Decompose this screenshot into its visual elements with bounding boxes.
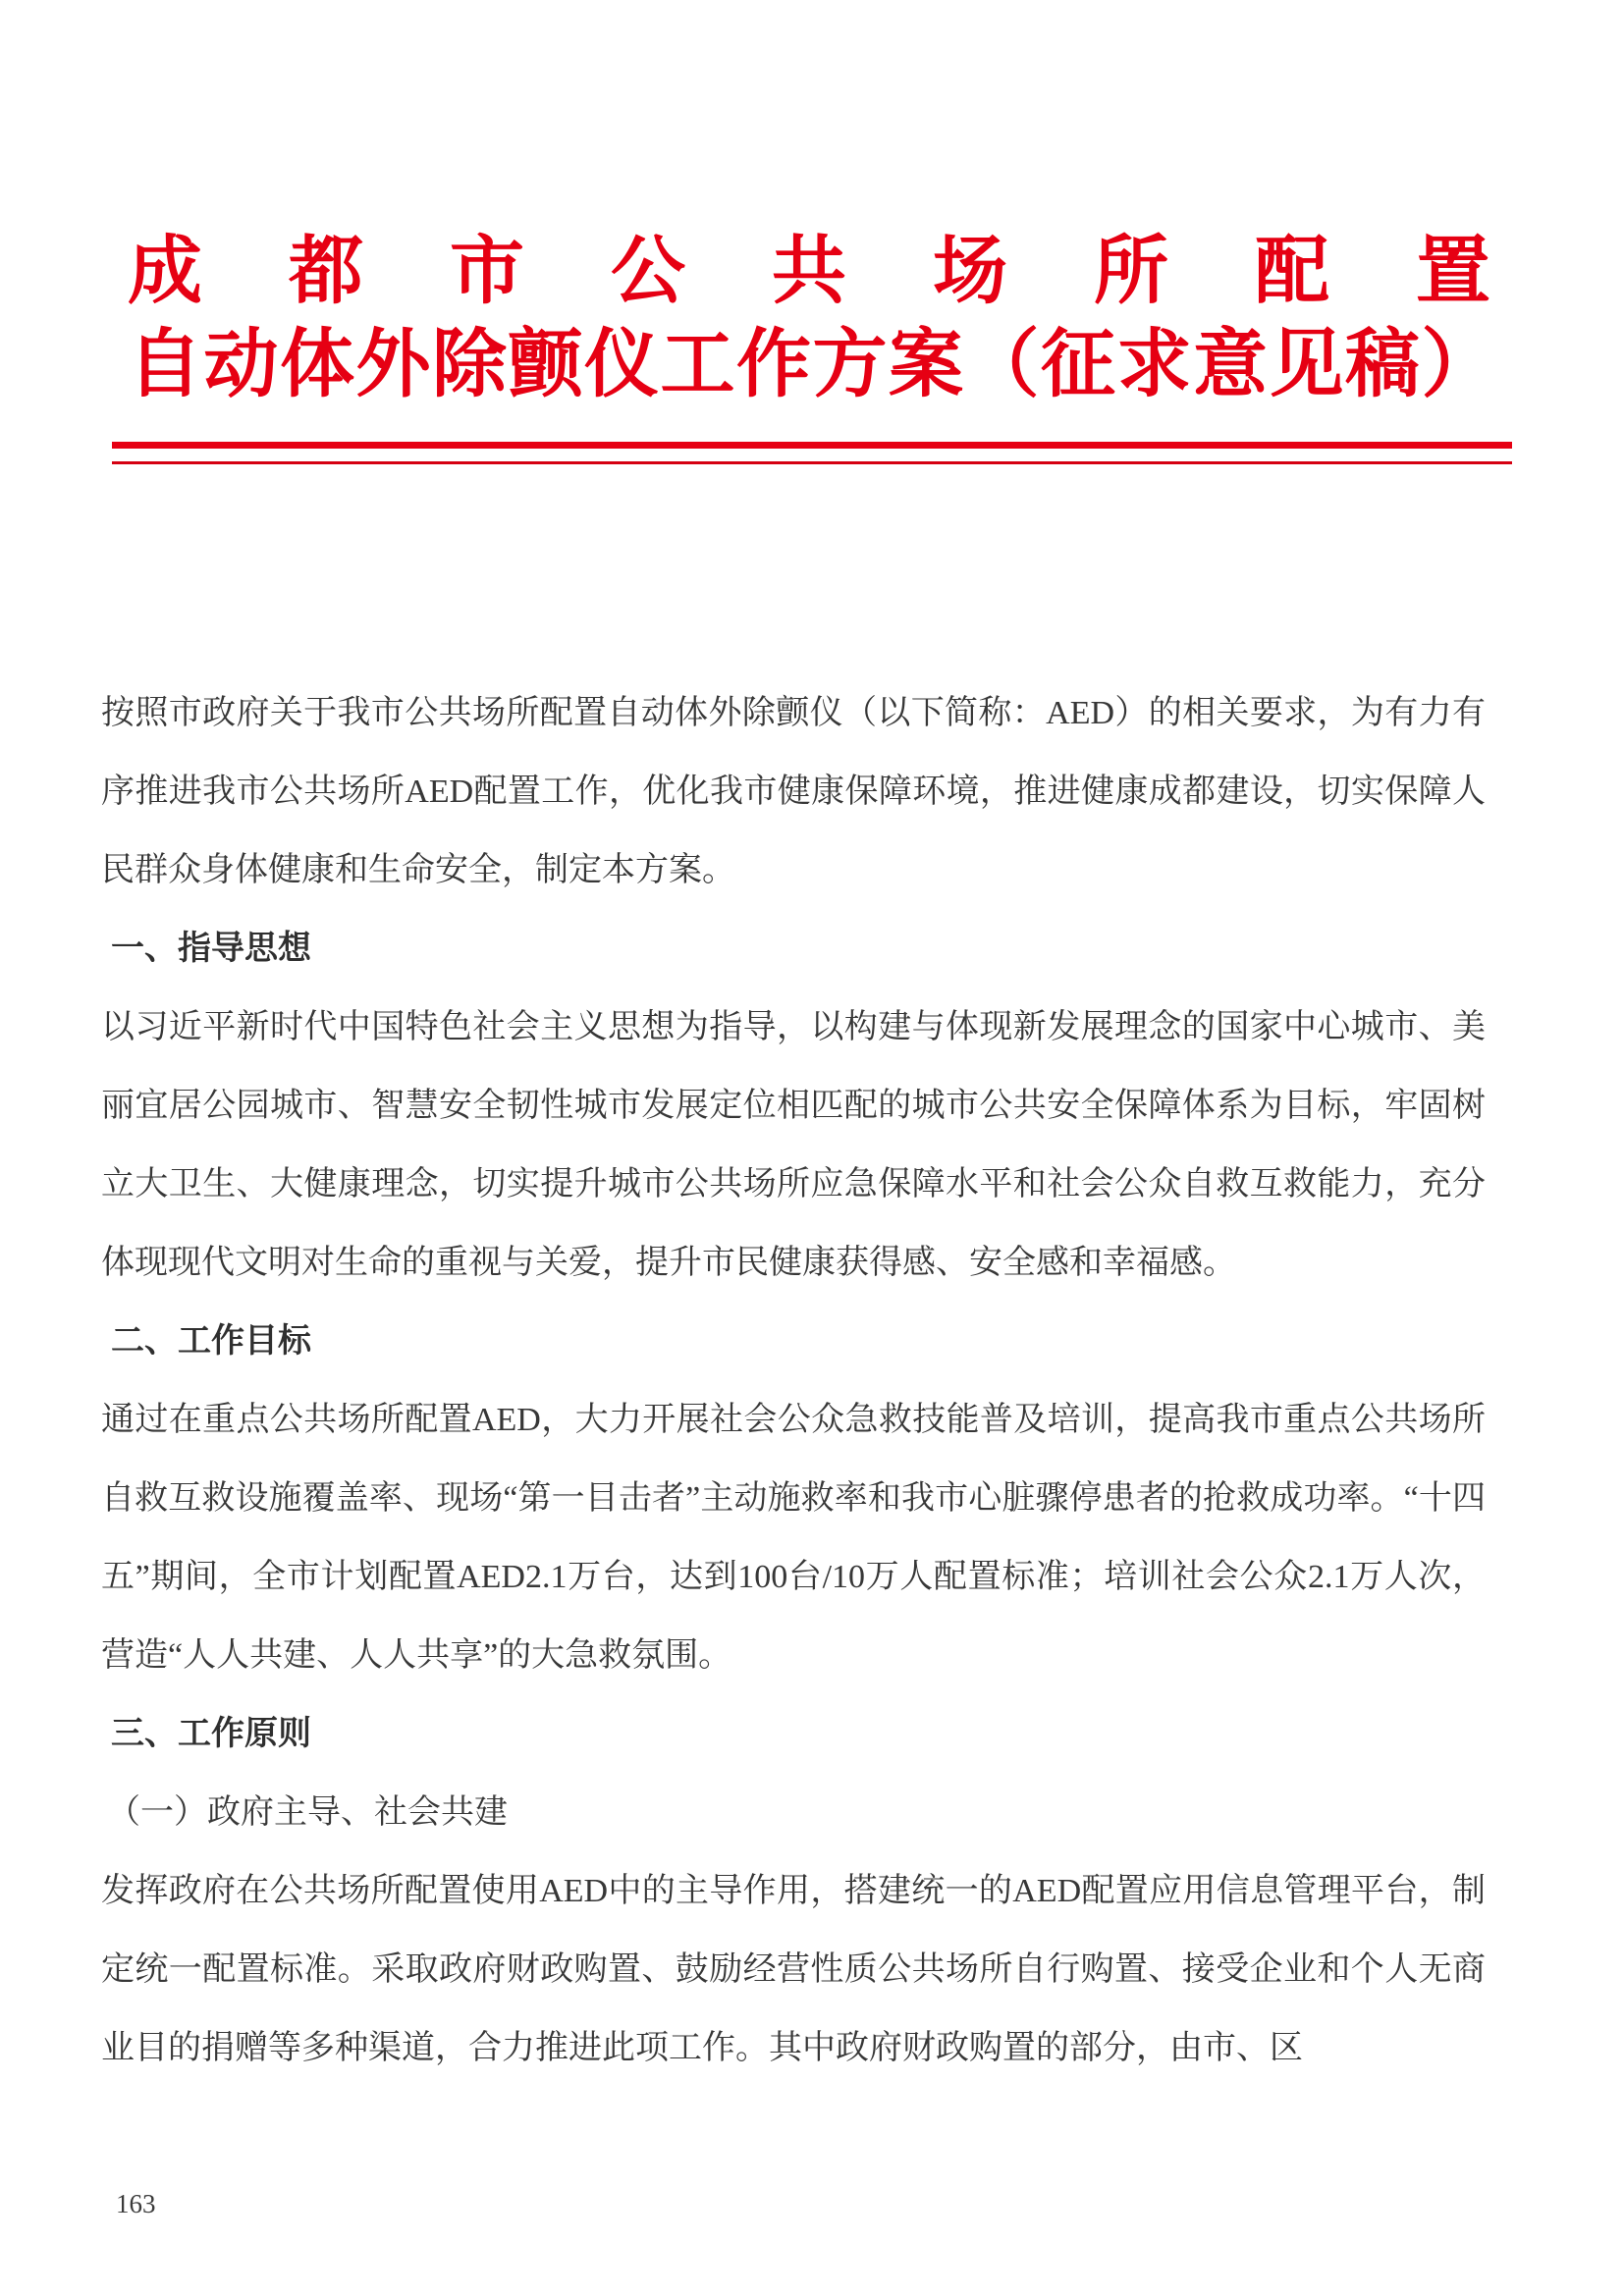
document-header (0, 0, 1624, 412)
title-rule-thick (112, 442, 1512, 449)
page-number: 163 (116, 2189, 156, 2218)
document-title-line-2: 自动体外除颤仪工作方案（征求意见稿） (128, 324, 1497, 406)
subsection-heading-government-led: （一）政府主导、社会共建 (107, 1794, 508, 1831)
section-paragraph-guiding-ideology: 以习近平新时代中国特色社会主义思想为指导，以构建与体现新发展理念的国家中心城市、美丽宜居公园城市、智慧安全韧性城市发展定位相匹配的城市公共安全保障体系为目标，牢固树立大卫生、大健康理念，切实提升城市公共场所应急保障水平和社会公众自救互救能力，充分体现现代文明对生命的重视与关爱，提升市民健康获得感、安全感和幸福感。 (101, 1009, 1486, 1281)
section-paragraph-work-goals: 通过在重点公共场所配置AED，大力开展社会公众急救技能普及培训，提高我市重点公共场所自救互救设施覆盖率、现场“第一目击者”主动施救率和我市心脏骤停患者的抢救成功率。“十四五”期间，全市计划配置AED2.1万台，达到100台/10万人配置标准；培训社会公众2.1万人次，营造“人人共建、人人共享”的大急救氛围。 (101, 1402, 1486, 1674)
intro-paragraph: 按照市政府关于我市公共场所配置自动体外除颤仪（以下简称：AED）的相关要求，为有力有序推进我市公共场所AED配置工作，优化我市健康保障环境，推进健康成都建设，切实保障人民群众身体健康和生命安全，制定本方案。 (101, 695, 1486, 888)
document-body (101, 674, 1486, 2088)
section-heading-work-principles: 三、工作原则 (111, 1716, 311, 1752)
section-heading-guiding-ideology: 一、指导思想 (111, 931, 311, 967)
title-rule-thin (112, 461, 1512, 464)
section-heading-work-goals: 二、工作目标 (111, 1323, 311, 1360)
section-paragraph-government-led: 发挥政府在公共场所配置使用AED中的主导作用，搭建统一的AED配置应用信息管理平台，制定统一配置标准。采取政府财政购置、鼓励经营性质公共场所自行购置、接受企业和个人无商业目的捐赠等多种渠道，合力推进此项工作。其中政府财政购置的部分，由市、区 (101, 1873, 1486, 2066)
document-title-line-1: 成都市公共场所配置 (128, 231, 1577, 313)
title-rule-group (112, 442, 1512, 464)
